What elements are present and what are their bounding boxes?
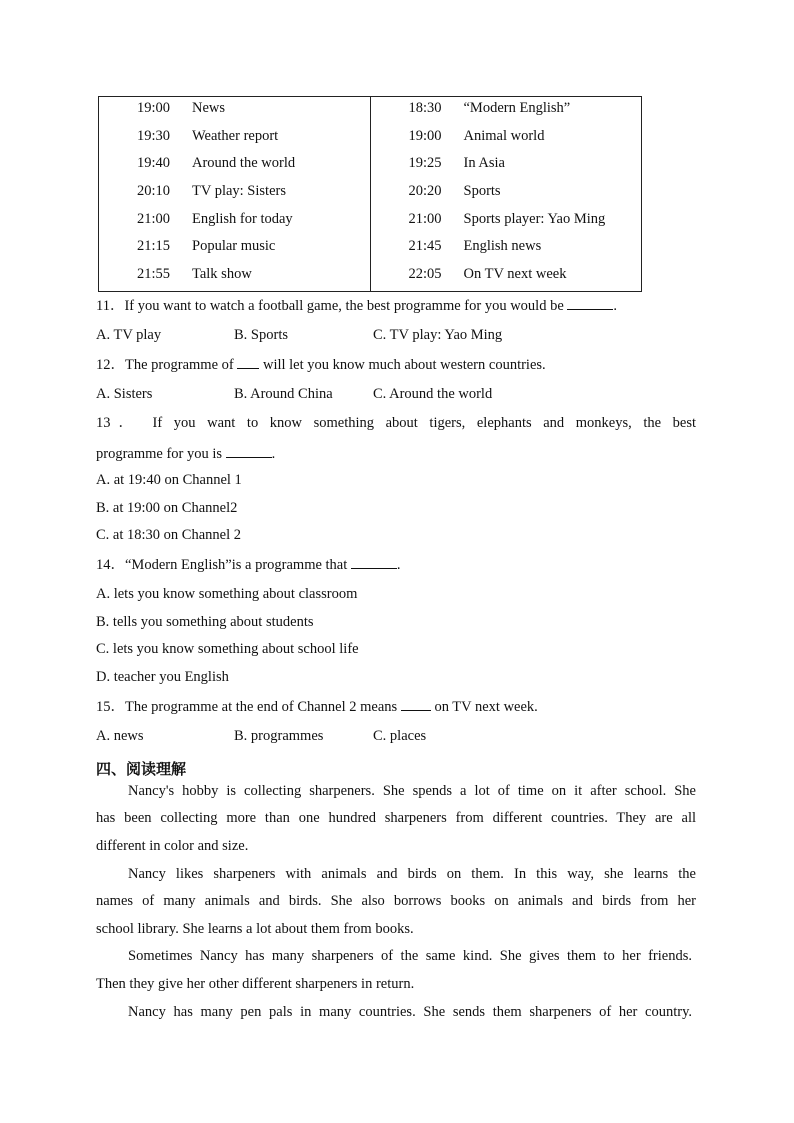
programme: Around the world: [192, 155, 296, 171]
time: 21:00: [408, 211, 442, 227]
option-a[interactable]: A. TV play: [96, 327, 162, 343]
option-a[interactable]: A. at 19:40 on Channel 1: [96, 472, 242, 488]
option-d[interactable]: D. teacher you English: [96, 669, 229, 685]
programme: TV play: Sisters: [192, 183, 286, 199]
programme: In Asia: [463, 155, 505, 171]
passage-line: Nancy likes sharpeners with animals and birds on them. In this way, she learns the: [128, 866, 696, 882]
question-15-options: [96, 726, 427, 746]
option-b[interactable]: B. programmes: [234, 728, 324, 744]
answer-blank[interactable]: [226, 443, 272, 458]
question-11-options: [96, 325, 503, 345]
option-b[interactable]: B. tells you something about students: [96, 614, 314, 630]
option-a[interactable]: A. lets you know something about classroom: [96, 586, 358, 602]
time: 19:30: [137, 128, 171, 144]
question-text: 11．If you want to watch a football game, the best programme for you would be: [96, 298, 564, 314]
channel-2-column: [371, 97, 642, 291]
passage-line: names of many animals and birds. She also borrows books on animals and birds from her: [96, 893, 696, 909]
time: 21:15: [137, 238, 171, 254]
time: 21:45: [408, 238, 442, 254]
question-14: [96, 554, 401, 575]
time: 19:25: [408, 155, 442, 171]
answer-blank[interactable]: [351, 554, 397, 569]
option-b[interactable]: B. Around China: [234, 386, 333, 402]
passage-line: Then they give her other different sharpeners in return.: [96, 976, 415, 992]
question-text-end: will let you know much about western countries.: [262, 357, 546, 373]
option-b[interactable]: B. at 19:00 on Channel2: [96, 500, 238, 516]
programme: English news: [463, 238, 542, 254]
programme: Talk show: [192, 266, 252, 282]
passage-line: Sometimes Nancy has many sharpeners of the same kind. She gives them to her friends.: [128, 948, 692, 964]
passage-line: has been collecting more than one hundred sharpeners from different countries. They are all: [96, 810, 696, 826]
question-13-line-2: [96, 443, 275, 464]
option-c[interactable]: C. at 18:30 on Channel 2: [96, 527, 241, 543]
time: 19:40: [137, 155, 171, 171]
question-text: 14．“Modern English”is a programme that: [96, 557, 348, 573]
channel-1-column: [99, 97, 371, 291]
time: 19:00: [137, 100, 171, 116]
tv-schedule-table: [98, 96, 642, 292]
passage-line: school library. She learns a lot about them from books.: [96, 921, 414, 937]
option-a[interactable]: A. Sisters: [96, 386, 153, 402]
question-text: 12．The programme of: [96, 357, 234, 373]
passage-line: Nancy's hobby is collecting sharpeners. She spends a lot of time on it after school. She: [128, 783, 696, 799]
programme: Popular music: [192, 238, 276, 254]
programme: English for today: [192, 211, 293, 227]
programme: News: [192, 100, 226, 116]
question-12: [96, 354, 546, 375]
question-11: [96, 295, 617, 316]
answer-blank[interactable]: [401, 696, 431, 711]
question-15: [96, 696, 538, 717]
programme: Sports player: Yao Ming: [463, 211, 606, 227]
option-c[interactable]: C. TV play: Yao Ming: [373, 327, 503, 343]
time: 21:55: [137, 266, 171, 282]
question-end: .: [271, 446, 276, 462]
option-c[interactable]: C. lets you know something about school life: [96, 641, 359, 657]
programme: Sports: [463, 183, 501, 199]
time: 18:30: [408, 100, 442, 116]
question-end: .: [613, 298, 618, 314]
option-c[interactable]: C. Around the world: [373, 386, 493, 402]
time: 19:00: [408, 128, 442, 144]
question-text: 15．The programme at the end of Channel 2 means: [96, 699, 398, 715]
time: 22:05: [408, 266, 442, 282]
answer-blank[interactable]: [567, 295, 613, 310]
question-text: programme for you is: [96, 446, 223, 462]
programme: On TV next week: [463, 266, 567, 282]
option-a[interactable]: A. news: [96, 728, 144, 744]
question-12-options: [96, 384, 493, 404]
programme: Animal world: [463, 128, 545, 144]
answer-blank[interactable]: [237, 354, 259, 369]
programme: Weather report: [192, 128, 279, 144]
question-13-line-1: 13． If you want to know something about tigers, elephants and monkeys, the best: [96, 415, 696, 431]
time: 20:20: [408, 183, 442, 199]
option-b[interactable]: B. Sports: [234, 327, 288, 343]
passage-line: Nancy has many pen pals in many countries. She sends them sharpeners of her country.: [128, 1004, 692, 1020]
option-c[interactable]: C. places: [373, 728, 427, 744]
time: 20:10: [137, 183, 171, 199]
programme: “Modern English”: [463, 100, 571, 116]
question-end: .: [396, 557, 401, 573]
passage-line: different in color and size.: [96, 838, 249, 854]
section-heading: 四、阅读理解: [96, 760, 187, 778]
question-text-end: on TV next week.: [434, 699, 538, 715]
time: 21:00: [137, 211, 171, 227]
